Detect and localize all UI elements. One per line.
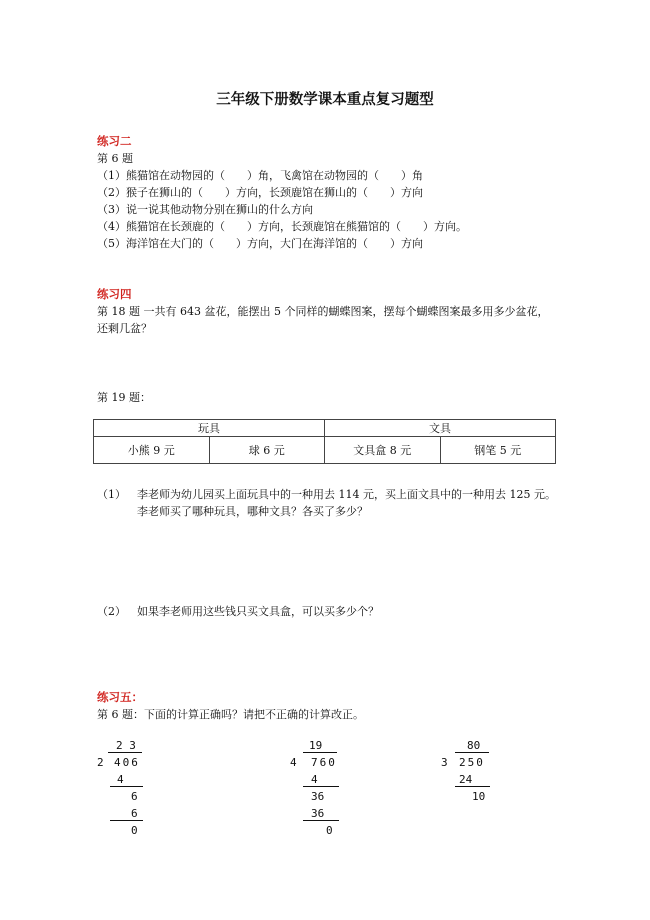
underline — [303, 820, 339, 821]
subtrahend: 24 — [459, 773, 473, 786]
remainder: 0 — [326, 824, 333, 837]
question-text-cont: 李老师买了哪种玩具，哪种文具？各买了多少？ — [137, 505, 368, 518]
section-heading-exercise-2: 练习二 — [97, 134, 132, 148]
division-bar — [108, 752, 142, 753]
remainder: 6 — [131, 790, 138, 803]
dividend: 760 — [311, 756, 337, 769]
remainder: 36 — [311, 790, 325, 803]
table-header-stationery: 文具 — [325, 420, 556, 437]
divisor: 4 — [290, 756, 297, 769]
divisor: 3 — [441, 756, 448, 769]
underline — [303, 786, 339, 787]
table-cell: 文具盒 8 元 — [325, 437, 441, 464]
section-heading-exercise-5: 练习五： — [97, 690, 143, 704]
problem-label: 第 6 题：下面的计算正确吗？请把不正确的计算改正。 — [97, 708, 364, 721]
question-text: 李老师为幼儿园买上面玩具中的一种用去 114 元，买上面文具中的一种用去 125 元。 — [137, 488, 556, 501]
division-bar — [303, 752, 337, 753]
question-item: （2）猴子在狮山的（ ）方向，长颈鹿馆在狮山的（ ）方向 — [97, 186, 423, 199]
question-item: （4）熊猫馆在长颈鹿的（ ）方向，长颈鹿馆在熊猫馆的（ ）方向。 — [97, 220, 467, 233]
subtrahend: 6 — [131, 807, 138, 820]
question-number: （2） — [97, 605, 126, 618]
underline — [110, 786, 143, 787]
problem-19-label: 第 19 题： — [97, 391, 151, 404]
table-header-toys: 玩具 — [94, 420, 325, 437]
remainder: 0 — [131, 824, 138, 837]
quotient: 19 — [309, 739, 323, 752]
subtrahend: 4 — [117, 773, 124, 786]
table-cell: 小熊 9 元 — [94, 437, 210, 464]
problem-18-text-cont: 还剩几盆？ — [97, 322, 152, 335]
division-bar — [455, 752, 489, 753]
question-text: 如果李老师用这些钱只买文具盒，可以买多少个？ — [137, 605, 379, 618]
remainder: 10 — [472, 790, 486, 803]
underline — [455, 786, 490, 787]
table-cell: 钢笔 5 元 — [440, 437, 556, 464]
section-heading-exercise-4: 练习四 — [97, 287, 132, 301]
problem-label: 第 6 题 — [97, 152, 133, 165]
question-item: （3）说一说其他动物分别在狮山的什么方向 — [97, 203, 313, 216]
subtrahend: 36 — [311, 807, 325, 820]
subtrahend: 4 — [311, 773, 318, 786]
dividend: 406 — [114, 756, 140, 769]
underline — [110, 820, 143, 821]
dividend: 250 — [459, 756, 485, 769]
price-table — [93, 419, 556, 464]
question-number: （1） — [97, 488, 126, 501]
question-item: （5）海洋馆在大门的（ ）方向，大门在海洋馆的（ ）方向 — [97, 237, 423, 250]
quotient: 80 — [467, 739, 481, 752]
question-item: （1）熊猫馆在动物园的（ ）角，飞禽馆在动物园的（ ）角 — [97, 169, 423, 182]
quotient: 2 3 — [116, 739, 136, 752]
divisor: 2 — [97, 756, 104, 769]
page-title: 三年级下册数学课本重点复习题型 — [216, 91, 434, 108]
table-cell: 球 6 元 — [209, 437, 325, 464]
problem-18-text: 第 18 题 一共有 643 盆花，能摆出 5 个同样的蝴蝶图案，摆每个蝴蝶图案最多用多少盆花， — [97, 305, 549, 318]
